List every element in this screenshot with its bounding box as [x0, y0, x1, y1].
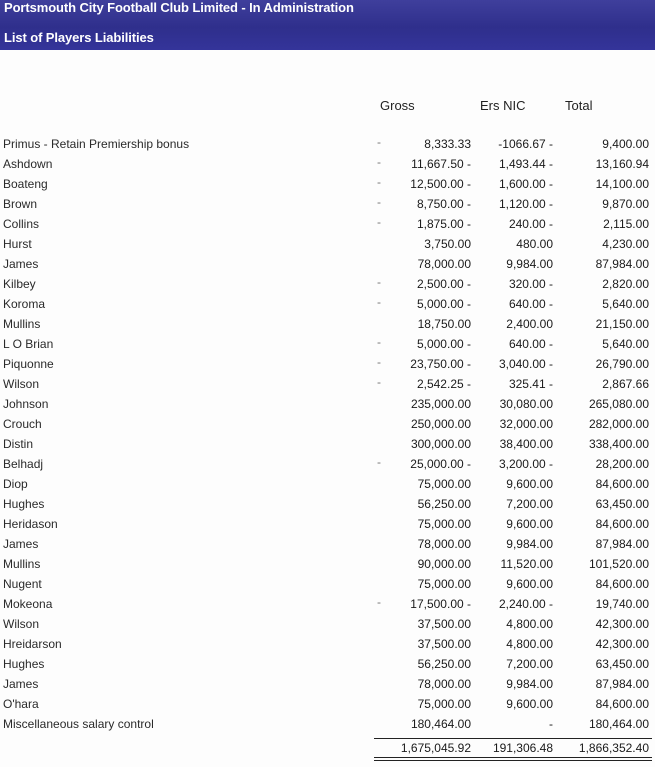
gross-value: 75,000.00 [417, 697, 471, 711]
total-value: 5,640.00 [602, 337, 649, 351]
tick-mark: - [377, 215, 381, 229]
double-underline-2 [374, 760, 652, 761]
gross-value: 75,000.00 [417, 517, 471, 531]
table-row [0, 454, 655, 474]
player-name: Hughes [3, 657, 45, 671]
total-value: 28,200.00 [595, 457, 649, 471]
table-row [0, 194, 655, 214]
ers-nic-value: 9,600.00 [506, 577, 553, 591]
player-name: Wilson [3, 617, 40, 631]
gross-value: 3,750.00 [424, 237, 471, 251]
ers-nic-value: 9,600.00 [506, 697, 553, 711]
gross-value: 5,000.00 - [416, 297, 471, 311]
gross-value: 235,000.00 [410, 397, 471, 411]
player-name: Primus - Retain Premiership bonus [3, 137, 190, 151]
document-title: Portsmouth City Football Club Limited - In Administration [4, 0, 354, 15]
ers-nic-value: 3,200.00 - [498, 457, 553, 471]
total-total: 1,866,352.40 [578, 741, 649, 755]
player-name: Crouch [3, 417, 42, 431]
gross-value: 11,667.50 - [411, 157, 471, 171]
ers-nic-value: 240.00 - [508, 217, 553, 231]
player-name: Collins [3, 217, 40, 231]
gross-value: 5,000.00 - [416, 337, 471, 351]
total-gross: 1,675,045.92 [400, 741, 471, 755]
table-row [0, 334, 655, 354]
player-name: Hurst [3, 237, 32, 251]
table-row [0, 594, 655, 614]
table-row [0, 434, 655, 454]
total-value: 87,984.00 [595, 257, 649, 271]
table-row [0, 234, 655, 254]
player-name: Hughes [3, 497, 45, 511]
total-value: 2,115.00 [603, 217, 649, 231]
table-row [0, 154, 655, 174]
ers-nic-value: 9,984.00 [506, 537, 553, 551]
table-row [0, 534, 655, 554]
player-name: Belhadj [3, 457, 44, 471]
gross-value: 300,000.00 [410, 437, 471, 451]
player-name: James [3, 537, 39, 551]
player-name: James [3, 257, 39, 271]
ers-nic-value: 3,040.00 - [498, 357, 553, 371]
table-row [0, 414, 655, 434]
gross-value: 8,750.00 - [416, 197, 471, 211]
gross-value: 23,750.00 - [410, 357, 471, 371]
table-row [0, 514, 655, 534]
player-name: James [3, 677, 39, 691]
total-value: 42,300.00 [595, 617, 649, 631]
table-row [0, 254, 655, 274]
ers-nic-value: 9,984.00 [506, 257, 553, 271]
total-value: 84,600.00 [595, 697, 649, 711]
ers-nic-value: 640.00 - [508, 337, 553, 351]
table-row [0, 274, 655, 294]
total-value: 9,400.00 [602, 137, 649, 151]
table-row [0, 474, 655, 494]
ers-nic-value: 9,600.00 [506, 477, 553, 491]
ers-nic-value: 9,984.00 [506, 677, 553, 691]
table-row [0, 294, 655, 314]
ers-nic-value: 325.41 - [508, 377, 553, 391]
ers-nic-value: 640.00 - [508, 297, 553, 311]
table-row [0, 394, 655, 414]
total-value: 87,984.00 [595, 677, 649, 691]
gross-value: 17,500.00 - [410, 597, 471, 611]
ers-nic-value: 32,000.00 [499, 417, 553, 431]
gross-value: 75,000.00 [417, 577, 471, 591]
ers-nic-value: 30,080.00 [499, 397, 553, 411]
player-name: Mullins [3, 557, 41, 571]
gross-value: 250,000.00 [410, 417, 471, 431]
gross-value: 8,333.33 [424, 137, 471, 151]
total-value: 265,080.00 [588, 397, 649, 411]
tick-mark: - [377, 355, 381, 369]
player-name: Distin [3, 437, 34, 451]
total-value: 63,450.00 [595, 497, 649, 511]
table-row [0, 374, 655, 394]
player-name: Piquonne [3, 357, 54, 371]
table-row [0, 354, 655, 374]
ers-nic-value: 1,493.44 - [498, 157, 553, 171]
total-value: 14,100.00 [595, 177, 649, 191]
gross-value: 56,250.00 [417, 497, 471, 511]
total-value: 19,740.00 [595, 597, 649, 611]
gross-value: 180,464.00 [410, 717, 471, 731]
player-name: O'hara [3, 697, 39, 711]
player-name: Mullins [3, 317, 41, 331]
ers-nic-value: 2,400.00 [506, 317, 553, 331]
ers-nic-value: 7,200.00 [506, 497, 553, 511]
gross-value: 78,000.00 [417, 677, 471, 691]
table-row [0, 214, 655, 234]
table-row [0, 554, 655, 574]
tick-mark: - [377, 195, 381, 209]
total-value: 63,450.00 [595, 657, 649, 671]
table-row [0, 614, 655, 634]
total-value: 180,464.00 [588, 717, 649, 731]
table-row [0, 714, 655, 734]
tick-mark: - [377, 455, 381, 469]
total-ers-nic: 191,306.48 [492, 741, 553, 755]
total-value: 2,820.00 [602, 277, 649, 291]
player-name: L O Brian [3, 337, 54, 351]
gross-value: 75,000.00 [417, 477, 471, 491]
player-name: Boateng [3, 177, 48, 191]
ers-nic-value: 4,800.00 [506, 637, 553, 651]
title-banner [0, 0, 655, 50]
gross-value: 2,500.00 - [416, 277, 471, 291]
tick-mark: - [377, 595, 381, 609]
gross-value: 90,000.00 [417, 557, 471, 571]
tick-mark: - [377, 135, 381, 149]
player-name: Johnson [3, 397, 49, 411]
ers-nic-value: -1066.67 - [498, 137, 553, 151]
player-name: Diop [3, 477, 28, 491]
player-name: Miscellaneous salary control [3, 717, 154, 731]
tick-mark: - [377, 375, 381, 389]
total-value: 84,600.00 [595, 517, 649, 531]
gross-value: 18,750.00 [417, 317, 471, 331]
tick-mark: - [377, 335, 381, 349]
total-value: 101,520.00 [588, 557, 649, 571]
total-value: 2,867.66 [602, 377, 649, 391]
player-name: Mokeona [3, 597, 53, 611]
total-value: 84,600.00 [595, 477, 649, 491]
table-row [0, 634, 655, 654]
ers-nic-value: 1,120.00 - [498, 197, 553, 211]
total-value: 26,790.00 [595, 357, 649, 371]
total-value: 282,000.00 [588, 417, 649, 431]
total-value: 5,640.00 [602, 297, 649, 311]
ers-nic-value: 9,600.00 [506, 517, 553, 531]
player-name: Nugent [3, 577, 42, 591]
gross-value: 78,000.00 [417, 257, 471, 271]
totals-rule [374, 738, 652, 739]
total-value: 84,600.00 [595, 577, 649, 591]
ers-nic-value: 2,240.00 - [498, 597, 553, 611]
ers-nic-value: 11,520.00 [500, 557, 553, 571]
gross-value: 37,500.00 [417, 617, 471, 631]
double-underline-1 [374, 757, 652, 758]
player-name: Hreidarson [3, 637, 62, 651]
total-value: 9,870.00 [602, 197, 649, 211]
table-row [0, 314, 655, 334]
gross-value: 37,500.00 [417, 637, 471, 651]
total-value: 87,984.00 [595, 537, 649, 551]
player-name: Ashdown [3, 157, 53, 171]
total-value: 338,400.00 [588, 437, 649, 451]
gross-value: 56,250.00 [417, 657, 471, 671]
column-header-gross: Gross [380, 98, 415, 113]
table-row [0, 674, 655, 694]
table-row [0, 174, 655, 194]
gross-value: 25,000.00 - [410, 457, 471, 471]
total-value: 42,300.00 [595, 637, 649, 651]
ers-nic-value: 480.00 [516, 237, 553, 251]
player-name: Koroma [3, 297, 46, 311]
gross-value: 12,500.00 - [410, 177, 471, 191]
tick-mark: - [377, 175, 381, 189]
document-subtitle: List of Players Liabilities [4, 30, 154, 45]
player-name: Brown [3, 197, 38, 211]
table-row [0, 494, 655, 514]
ers-nic-value: 320.00 - [508, 277, 553, 291]
player-name: Kilbey [3, 277, 36, 291]
table-row [0, 574, 655, 594]
table-row [0, 694, 655, 714]
ers-nic-value: 7,200.00 [506, 657, 553, 671]
gross-value: 1,875.00 - [416, 217, 471, 231]
gross-value: 2,542.25 - [416, 377, 471, 391]
ers-nic-value: - [549, 717, 553, 731]
tick-mark: - [377, 295, 381, 309]
ers-nic-value: 4,800.00 [506, 617, 553, 631]
liabilities-table [0, 134, 655, 734]
player-name: Wilson [3, 377, 40, 391]
tick-mark: - [377, 155, 381, 169]
table-row [0, 654, 655, 674]
column-header-total: Total [565, 98, 593, 113]
player-name: Heridason [3, 517, 58, 531]
gross-value: 78,000.00 [417, 537, 471, 551]
column-header-ers-nic: Ers NIC [480, 98, 526, 113]
total-value: 4,230.00 [602, 237, 649, 251]
tick-mark: - [377, 275, 381, 289]
table-row [0, 134, 655, 154]
ers-nic-value: 38,400.00 [499, 437, 553, 451]
total-value: 21,150.00 [595, 317, 649, 331]
total-value: 13,160.94 [595, 157, 649, 171]
ers-nic-value: 1,600.00 - [498, 177, 553, 191]
